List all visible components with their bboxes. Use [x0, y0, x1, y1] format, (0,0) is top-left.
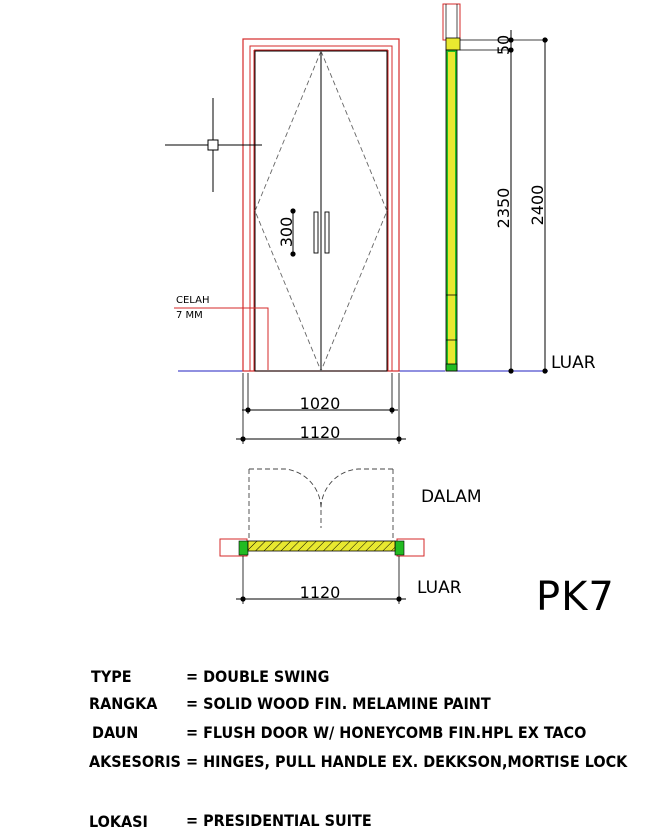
section-label-outside: LUAR	[551, 353, 596, 373]
plan-label-outside: LUAR	[417, 578, 462, 598]
spec-value-frame: = SOLID WOOD FIN. MELAMINE PAINT	[186, 694, 491, 713]
handle-height-dim: 300	[277, 216, 296, 248]
spec-key-accessories: AKSESORIS	[89, 752, 181, 771]
swing-arc-right	[321, 469, 393, 509]
swing-indicator-right	[321, 51, 387, 371]
door-code: PK7	[536, 574, 615, 620]
swing-indicator-left	[255, 51, 321, 371]
pull-handle-right	[325, 212, 329, 253]
spec-value-leaf: = FLUSH DOOR W/ HONEYCOMB FIN.HPL EX TACO	[186, 723, 587, 742]
swing-arc-left	[249, 469, 321, 528]
door-plan	[220, 469, 482, 604]
overall-height-dim: 2400	[528, 184, 547, 226]
spec-value-accessories: = HINGES, PULL HANDLE EX. DEKKSON,MORTISE LOCK	[186, 752, 628, 771]
spec-key-type: TYPE	[91, 667, 132, 686]
leaf-height-dim: 2350	[494, 187, 513, 229]
pull-handle-left	[314, 212, 318, 253]
spec-table	[89, 667, 628, 831]
spec-key-frame: RANGKA	[89, 694, 158, 713]
plan-label-inside: DALAM	[421, 487, 482, 507]
spec-value-location: = PRESIDENTIAL SUITE	[186, 811, 372, 830]
frame-width-dim: 1120	[299, 423, 341, 442]
head-frame	[446, 38, 460, 50]
door-leaves-plan	[248, 541, 395, 551]
leaf-width-dim: 1020	[299, 394, 341, 413]
gap-note-line1: CELAH	[176, 295, 210, 306]
spec-key-leaf: DAUN	[92, 723, 139, 742]
wall-above	[443, 4, 460, 40]
door-section	[443, 4, 596, 374]
door-elevation	[165, 39, 548, 444]
top-gap-dim: 50	[494, 34, 513, 56]
plan-width-dim: 1120	[299, 583, 341, 602]
spec-key-location: LOKASI	[89, 812, 148, 831]
spec-value-type: = DOUBLE SWING	[186, 667, 330, 686]
gap-note-line2: 7 MM	[176, 310, 203, 321]
